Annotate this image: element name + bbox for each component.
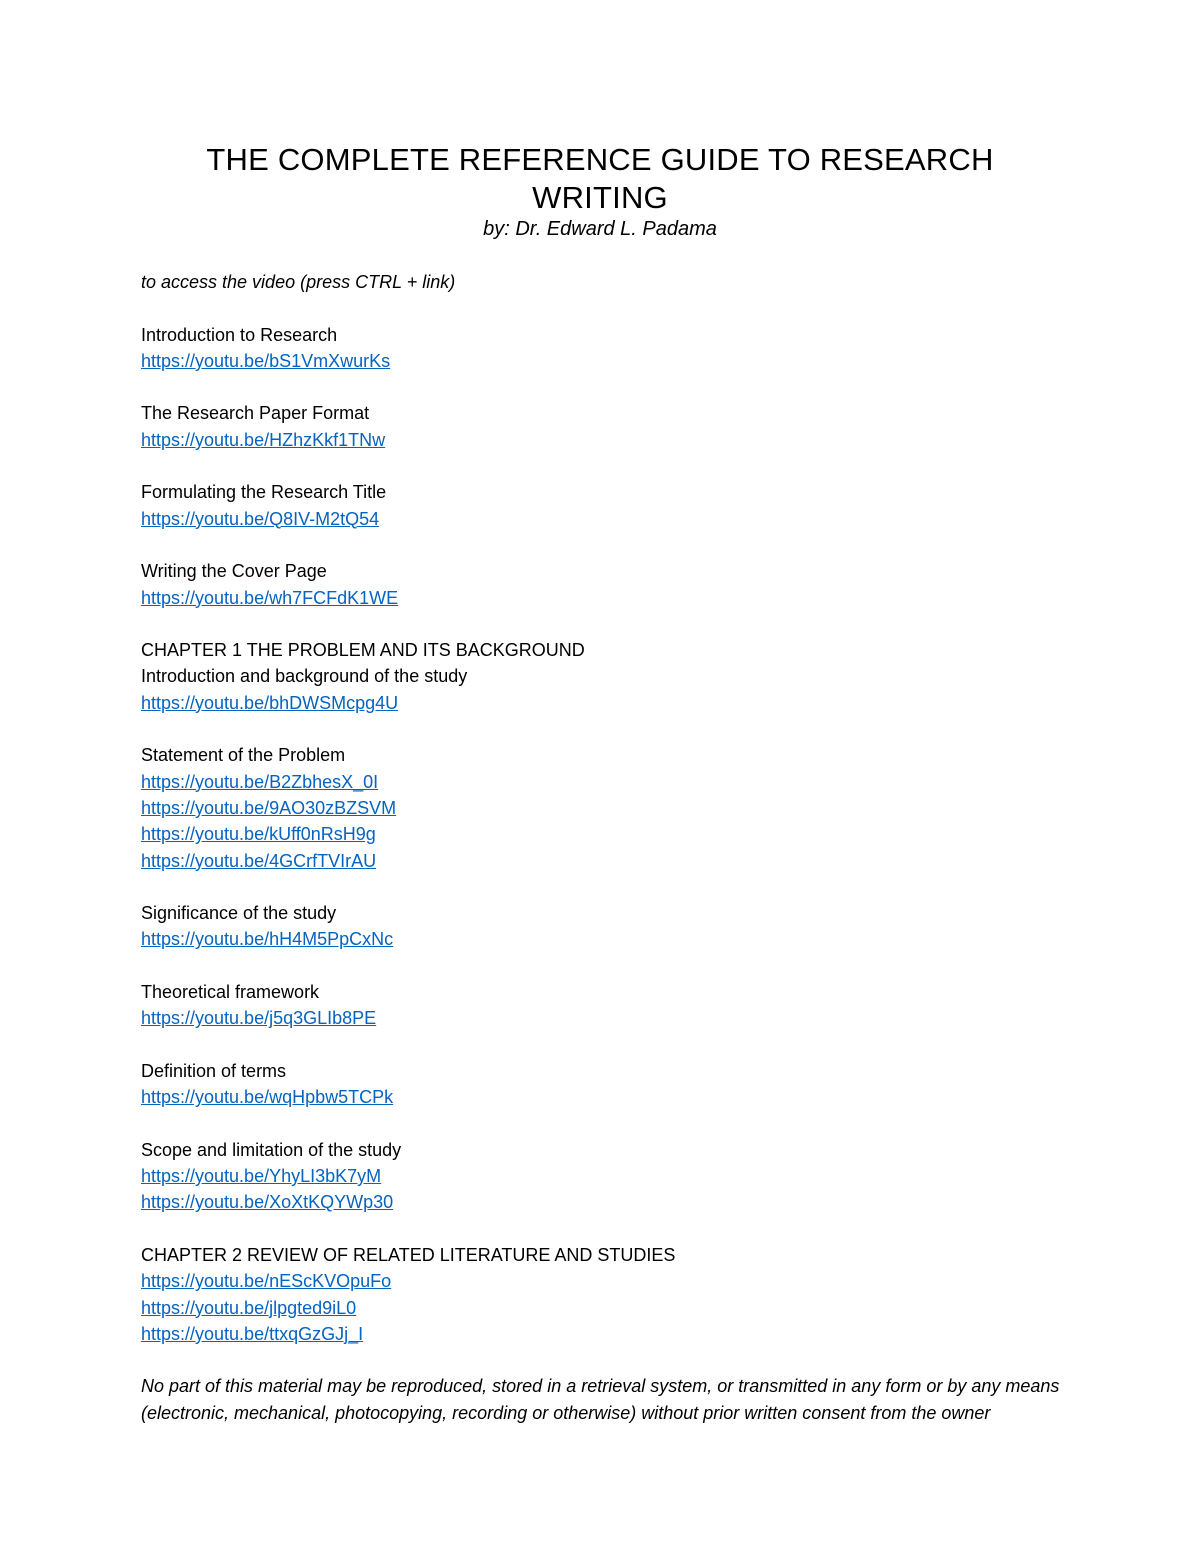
section-heading: CHAPTER 1 THE PROBLEM AND ITS BACKGROUND [141,640,585,661]
section-block [141,322,1071,401]
section-block [141,742,1071,900]
spacer [141,611,1071,637]
link-line [141,585,1071,611]
link-line [141,690,1071,716]
video-link[interactable]: https://youtu.be/ttxqGzGJj_I [141,1323,364,1344]
video-link[interactable]: https://youtu.be/kUff0nRsH9g [141,824,376,845]
section-block [141,400,1071,479]
section-block [141,979,1071,1058]
spacer [141,295,1071,321]
link-line [141,1268,1071,1294]
link-line [141,926,1071,952]
section-heading: Significance of the study [141,903,337,924]
spacer [141,1111,1071,1137]
link-line [141,427,1071,453]
title-line-1: THE COMPLETE REFERENCE GUIDE TO RESEARCH [206,142,994,177]
video-link[interactable]: https://youtu.be/YhyLI3bK7yM [141,1166,382,1187]
video-link[interactable]: https://youtu.be/bS1VmXwurKs [141,350,391,371]
spacer [141,532,1071,558]
spacer [141,1216,1071,1242]
video-link[interactable]: https://youtu.be/Q8IV-M2tQ54 [141,508,380,529]
video-link[interactable]: https://youtu.be/B2ZbhesX_0I [141,771,379,792]
video-link[interactable]: https://youtu.be/wqHpbw5TCPk [141,1087,394,1108]
section-heading: Scope and limitation of the study [141,1139,402,1160]
video-link[interactable]: https://youtu.be/bhDWSMcpg4U [141,692,399,713]
document-body [141,269,1071,1426]
spacer [141,374,1071,400]
section-list [141,322,1071,1374]
link-line [141,506,1071,532]
video-link[interactable]: https://youtu.be/9AO30zBZSVM [141,797,397,818]
video-link[interactable]: https://youtu.be/jlpgted9iL0 [141,1297,357,1318]
spacer [141,453,1071,479]
link-line [141,1163,1071,1189]
link-line [141,769,1071,795]
video-link[interactable]: https://youtu.be/4GCrfTVIrAU [141,850,377,871]
link-line [141,821,1071,847]
document-title [0,141,1200,217]
section-heading: Writing the Cover Page [141,561,327,582]
section-heading: Theoretical framework [141,982,320,1003]
section-heading: Statement of the Problem [141,745,346,766]
section-block [141,637,1071,742]
section-heading: CHAPTER 2 REVIEW OF RELATED LITERATURE AND STUDIES [141,1244,676,1265]
section-heading: Introduction to Research [141,324,338,345]
link-line [141,1005,1071,1031]
copyright-notice: No part of this material may be reproduced, stored in a retrieval system, or transmitted in any form or by any means (electronic, mechanical, photocopying, recording or otherwise) without prior written consent from the owner [141,1376,1060,1423]
section-block [141,479,1071,558]
spacer [141,1032,1071,1058]
author-byline: by: Dr. Edward L. Padama [483,218,717,240]
section-block [141,900,1071,979]
link-line [141,348,1071,374]
section-block [141,558,1071,637]
video-link[interactable]: https://youtu.be/HZhzKkf1TNw [141,429,386,450]
video-link[interactable]: https://youtu.be/nEScKVOpuFo [141,1271,392,1292]
spacer [141,716,1071,742]
link-line [141,1189,1071,1215]
section-heading: Introduction and background of the study [141,666,468,687]
link-line [141,795,1071,821]
spacer [141,874,1071,900]
title-line-2: WRITING [532,180,668,215]
video-link[interactable]: https://youtu.be/XoXtKQYWp30 [141,1192,394,1213]
section-block [141,1058,1071,1137]
section-block [141,1137,1071,1242]
access-note: to access the video (press CTRL + link) [141,272,456,292]
spacer [141,953,1071,979]
link-line [141,1321,1071,1347]
spacer [141,1347,1071,1373]
section-heading: Definition of terms [141,1060,287,1081]
section-heading: The Research Paper Format [141,403,370,424]
link-line [141,848,1071,874]
section-heading: Formulating the Research Title [141,482,387,503]
section-block [141,1242,1071,1373]
video-link[interactable]: https://youtu.be/wh7FCFdK1WE [141,587,399,608]
video-link[interactable]: https://youtu.be/hH4M5PpCxNc [141,929,394,950]
video-link[interactable]: https://youtu.be/j5q3GLIb8PE [141,1008,377,1029]
link-line [141,1084,1071,1110]
link-line [141,1295,1071,1321]
